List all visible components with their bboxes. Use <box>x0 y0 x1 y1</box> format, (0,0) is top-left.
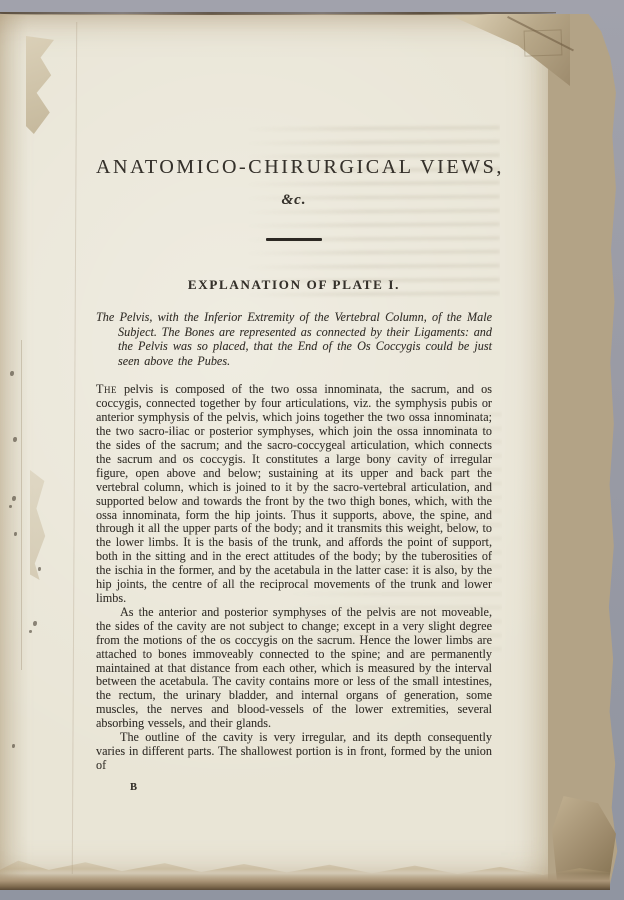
body-paragraph: The outline of the cavity is very irregular, and its depth consequently varies in different parts. The shallowest portion is in front, formed by the union of <box>96 730 492 772</box>
divider-rule <box>266 238 322 241</box>
section-heading: EXPLANATION OF PLATE I. <box>187 277 401 292</box>
page-stack-edge <box>548 14 618 886</box>
paragraph-text: pelvis is composed of the two ossa innominata, the sacrum, and os coccygis, connected together by four articulations, viz. the symphysis pubis or anterior symphysis of the pelvis, which joins together the two ossa innominata; the two sacro-iliac or posterior symphyses, which join the ossa innominata to the sides of the sacrum; and the sacro-coccygeal articulation, which connects the sacrum and os coccygis. It constitutes a large bony cavity of irregular figure, open above and below; sustaining at its upper and back part the vertebral column, which is joined to it by the sacro-vertebral articulation, and supported below and towards the front by the two thigh bones, which, with the ossa innominata, form the hip joints. Thus it supports, above, the spine, and through it all the upper parts of the body; and it transmits this weight, below, to the lower limbs. It is the basis of the trunk, and affords the point of support, both in the sitting and in the erect attitudes of the body; by the tuberosities of the ischia in the former, and by the acetabula in the latter case: it is also, by the hip joints, the centre of all the reciprocal movements of the trunk and lower limbs. <box>96 382 492 605</box>
lead-word: The <box>96 382 117 397</box>
page-title: ANATOMICO-CHIRURGICAL VIEWS, <box>96 156 504 178</box>
body-paragraph: As the anterior and posterior symphyses of the pelvis are not moveable, the sides of the cavity are not subject to change; except in a very slight degree from the motions of the os coccygis on the sacrum. Hence the lower limbs are attached to bones immoveably connected to the spine; and are permanently maintained at that distance from each other, which is measured by the interval between the acetabula. The cavity contains more or less of the small intestines, the rectum, the urinary bladder, and internal organs of generation, some muscles, the nerves and blood-vessels of the lower extremities, several absorbing vessels, and their glands. <box>96 604 492 731</box>
plate-headnote: The Pelvis, with the Inferior Extremity of the Vertebral Column, of the Male Subject. The Bones are represented as connected by their Ligaments: and the Pelvis was so placed, that the End of the Os Coccygis could be just seen above the Pubes. <box>96 310 492 368</box>
page-subtitle: &c. <box>281 192 307 208</box>
corner-crease-mark <box>524 29 563 56</box>
signature-mark: B <box>130 781 138 793</box>
text-block <box>96 156 504 793</box>
body-paragraph <box>96 383 492 606</box>
paper-crease <box>21 340 22 670</box>
